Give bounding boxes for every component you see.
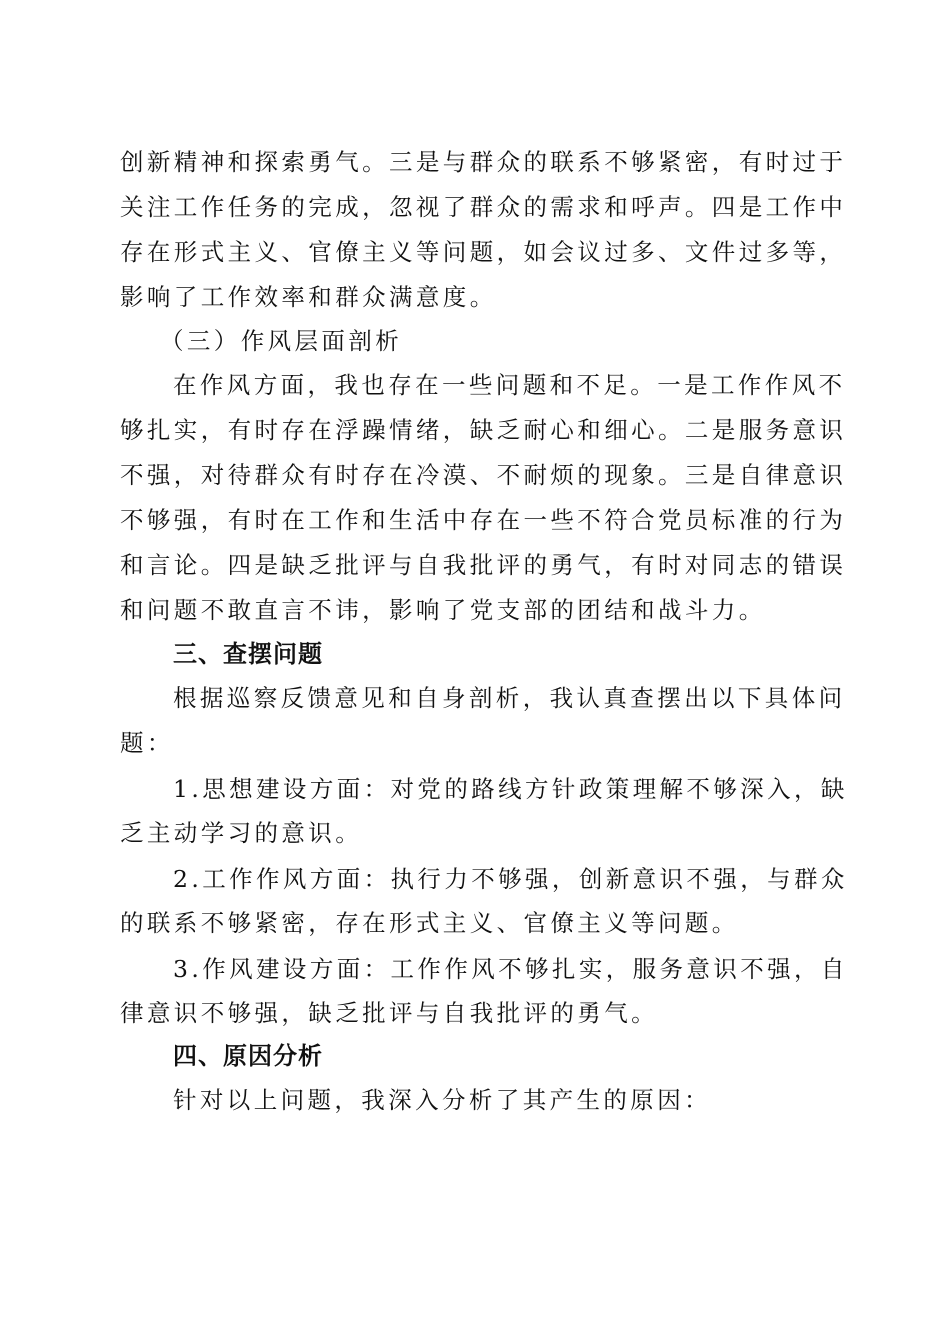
paragraph-line: 不强，对待群众有时存在冷漠、不耐烦的现象。三是自律意识 [120, 461, 847, 489]
list-item-line: 律意识不够强，缺乏批评与自我批评的勇气。 [120, 999, 658, 1027]
paragraph-line: 关注工作任务的完成，忽视了群众的需求和呼声。四是工作中 [120, 193, 847, 221]
paragraph-line: 和问题不敢直言不讳，影响了党支部的团结和战斗力。 [120, 596, 766, 624]
paragraph-line: 根据巡察反馈意见和自身剖析，我认真查摆出以下具体问 [173, 684, 846, 712]
list-item-line: 2.工作作风方面：执行力不够强，创新意识不强，与群众 [173, 865, 848, 893]
paragraph-line: 影响了工作效率和群众满意度。 [120, 283, 497, 311]
section-heading: 四、原因分析 [173, 1042, 323, 1070]
paragraph-line: 题： [120, 729, 174, 757]
section-heading: 三、查摆问题 [173, 640, 323, 668]
paragraph-line: 在作风方面，我也存在一些问题和不足。一是工作作风不 [173, 371, 846, 399]
paragraph-line: 存在形式主义、官僚主义等问题，如会议过多、文件过多等， [120, 238, 847, 266]
paragraph-line: 不够强，有时在工作和生活中存在一些不符合党员标准的行为 [120, 506, 847, 534]
paragraph-line: 和言论。四是缺乏批评与自我批评的勇气，有时对同志的错误 [120, 551, 847, 579]
paragraph-line: 针对以上问题，我深入分析了其产生的原因： [173, 1086, 711, 1114]
paragraph-line: 够扎实，有时存在浮躁情绪，缺乏耐心和细心。二是服务意识 [120, 416, 847, 444]
subsection-heading: （三）作风层面剖析 [160, 327, 403, 355]
paragraph-line: 创新精神和探索勇气。三是与群众的联系不够紧密，有时过于 [120, 148, 847, 176]
list-item-line: 1.思想建设方面：对党的路线方针政策理解不够深入，缺 [173, 775, 848, 803]
list-item-line: 的联系不够紧密，存在形式主义、官僚主义等问题。 [120, 909, 739, 937]
list-item-line: 3.作风建设方面：工作作风不够扎实，服务意识不强，自 [173, 955, 848, 983]
list-item-line: 乏主动学习的意识。 [120, 819, 363, 847]
